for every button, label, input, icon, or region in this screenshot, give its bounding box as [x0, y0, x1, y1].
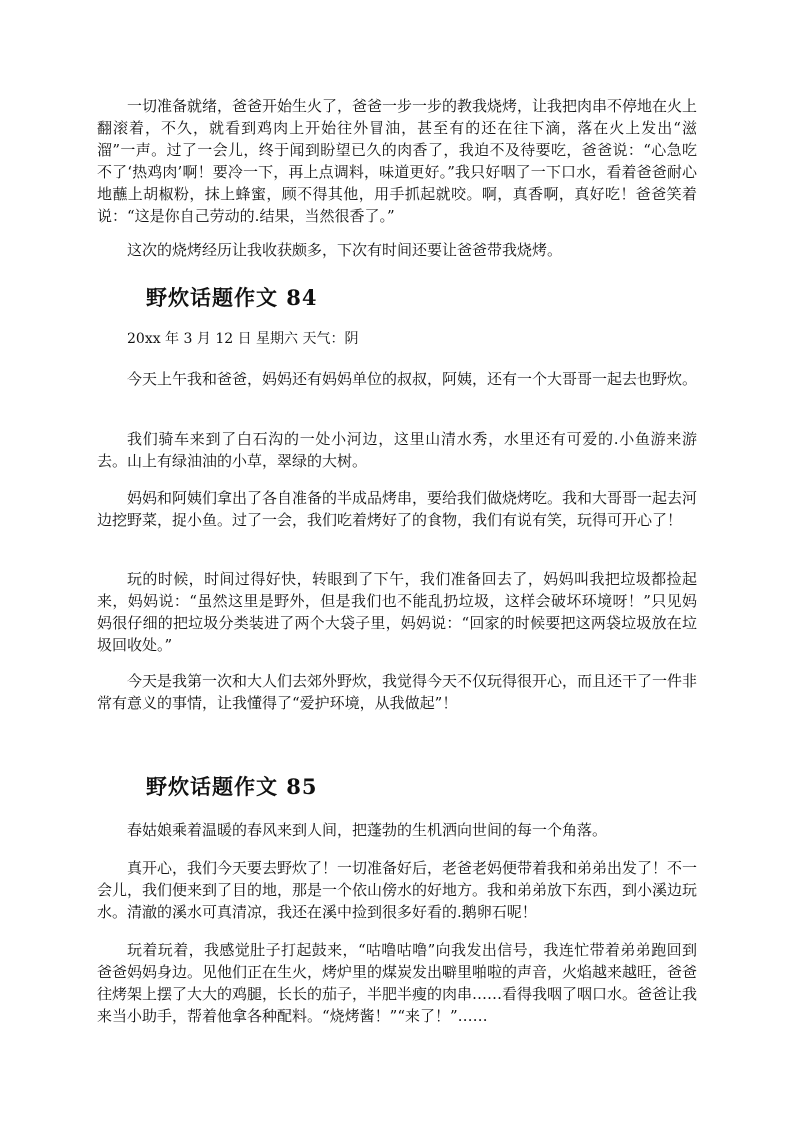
paragraph: 妈妈和阿姨们拿出了各自准备的半成品烤串，要给我们做烧烤吃。我和大哥哥一起去河边挖野菜，捉小鱼。过了一会，我们吃着烤好了的食物，我们有说有笑，玩得可开心了！	[97, 489, 698, 529]
paragraph: 玩着玩着，我感觉肚子打起鼓来，“咕噜咕噜”向我发出信号，我连忙带着弟弟跑回到爸爸妈妈身边。见他们正在生火，烤炉里的煤炭发出噼里啪啦的声音，火焰越来越旺，爸爸往烤架上摆了大大的鸡腿，长长的茄子，半肥半瘦的肉串……看得我咽了咽口水。爸爸让我来当小助手，帮着他拿各种配料。“烧烤酱！”“来了！”……	[97, 941, 698, 1025]
paragraph: 今天上午我和爸爸，妈妈还有妈妈单位的叔叔，阿姨，还有一个大哥哥一起去也野炊。	[127, 370, 698, 388]
essay-title-85: 野炊话题作文 85	[146, 774, 318, 799]
paragraph: 真开心，我们今天要去野炊了！一切准备好后，老爸老妈便带着我和弟弟出发了！不一会儿，我们便来到了目的地，那是一个依山傍水的好地方。我和弟弟放下东西，到小溪边玩水。清澈的溪水可真清凉，我还在溪中捡到很多好看的.鹅卵石呢！	[97, 859, 698, 921]
paragraph: 我们骑车来到了白石沟的一处小河边，这里山清水秀，水里还有可爱的.小鱼游来游去。山上有绿油油的小草，翠绿的大树。	[97, 430, 697, 470]
paragraph: 一切准备就绪，爸爸开始生火了，爸爸一步一步的教我烧烤，让我把肉串不停地在火上翻滚着，不久，就看到鸡肉上开始往外冒油，甚至有的还在往下滴，落在火上发出“滋溜”一声。过了一会儿，终于闻到盼望已久的肉香了，我迫不及待要吃，爸爸说：“心急吃不了‘热鸡肉’啊！要冷一下，再上点调料，味道更好。”我只好咽了一下口水，看着爸爸耐心地蘸上胡椒粉，抹上蜂蜜，顾不得其他，用手抓起就咬。啊，真香啊，真好吃！爸爸笑着说：“这是你自己劳动的.结果，当然很香了。”	[97, 97, 698, 225]
paragraph: 今天是我第一次和大人们去郊外野炊，我觉得今天不仅玩得很开心，而且还干了一件非常有意义的事情，让我懂得了“爱护环境，从我做起”！	[97, 672, 698, 712]
essay-title-84: 野炊话题作文 84	[146, 285, 318, 310]
paragraph: 春姑娘乘着温暖的春风来到人间，把蓬勃的生机洒向世间的每一个角落。	[127, 821, 608, 839]
paragraph: 这次的烧烤经历让我收获颇多，下次有时间还要让爸爸带我烧烤。	[127, 241, 563, 259]
paragraph: 玩的时候，时间过得好快，转眼到了下午，我们准备回去了，妈妈叫我把垃圾都捡起来，妈妈说：“虽然这里是野外，但是我们也不能乱扔垃圾，这样会破坏环境呀！”只见妈妈很仔细的把垃圾分类装进了两个大袋子里，妈妈说：“回家的时候要把这两袋垃圾放在垃圾回收处。”	[97, 570, 697, 654]
dateline: 20xx 年 3 月 12 日 星期六 天气：阴	[127, 331, 359, 347]
